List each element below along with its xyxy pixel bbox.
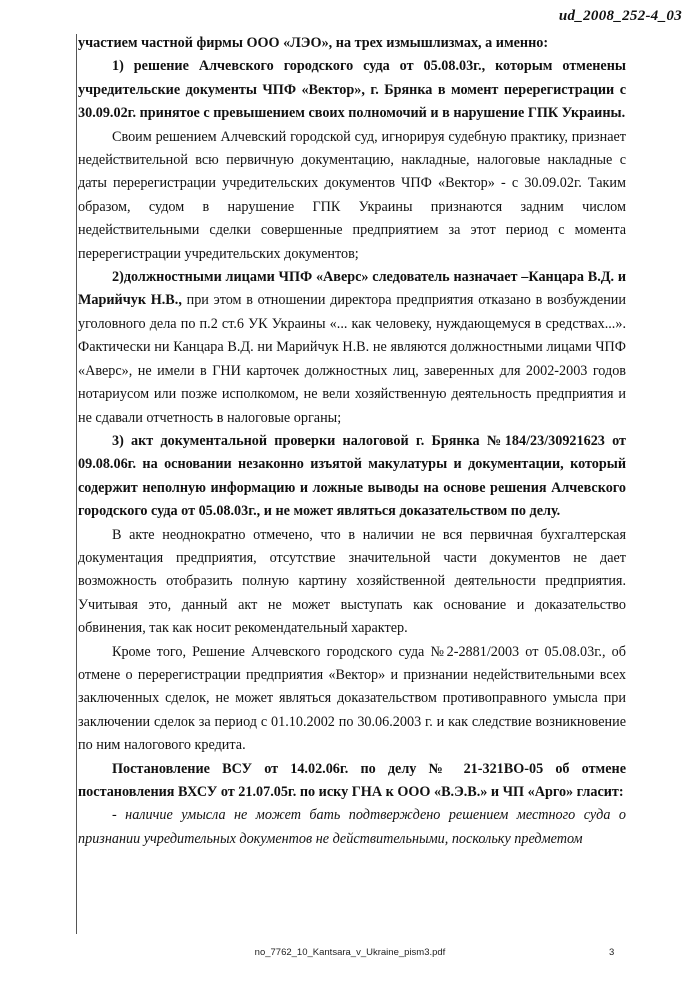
paragraph-act-notes: В акте неоднократно отмечено, что в наличии не вся первичная бухгалтерская документация предприятия, отсутствие значительной части документов не дает возможность отобразить полную картину хозяйственной деятельности предприятия. Учитывая это, данный акт не может выступать как основание и доказательство обвинения, так как носит рекомендательный характер. <box>78 526 626 637</box>
paragraph-point-1: 1) решение Алчевского городского суда от 05.08.03г., которым отменены учредительские документы ЧПФ «Вектор», г. Брянка в момент перерегистрации с 30.09.02г. принятое с превышением своих полномочий и в нарушение ГПК Украины. <box>78 58 626 122</box>
document-reference: ud_2008_252-4_03 <box>558 8 682 24</box>
footer-filename: no_7762_10_Kantsara_v_Ukraine_pism3.pdf <box>254 947 446 958</box>
paragraph-point-3: 3) акт документальной проверки налоговой г. Брянка №184/23/30921623 от 09.08.06г. на основании незаконно изъятой макулатуры и документации, который содержит неполную информацию и ложные выводы на основе решения Алчевского городского суда от 05.08.03г., и не может являться доказательством по делу. <box>78 432 626 520</box>
paragraph-resolution: Постановление ВСУ от 14.02.06г. по делу № 21-321ВО-05 об отмене постановления ВХСУ от 21.07.05г. по иску ГНА к ООО «В.Э.В.» и ЧП «Арго» гласит: <box>78 760 626 800</box>
page-number: 3 <box>609 947 615 958</box>
paragraph-point-2 <box>78 266 626 430</box>
margin-line <box>76 34 77 934</box>
paragraph-moreover: Кроме того, Решение Алчевского городского суда №2-2881/2003 от 05.08.03г., об отмене о перерегистрации предприятия «Вектор» и признании недействительными всех заключенных сделок, не может являться доказательством противоправного умысла при заключении сделок за период с 01.10.2002 по 30.06.2003 г. и как следствие возникновение по ним налогового кредита. <box>78 643 626 754</box>
paragraph-intro: участием частной фирмы ООО «ЛЭО», на трех измышлизмах, а именно: <box>78 35 549 51</box>
point-2-lead: 2)должностными лицами ЧПФ «Аверс» следователь назначает –Канцара В.Д. и Марийчук Н.В., <box>78 269 626 309</box>
paragraph-court-decision: Своим решением Алчевский городской суд, игнорируя судебную практику, признает недействительной всю первичную документацию, накладные, налоговые накладные с даты перерегистрации учредительских документов ЧПФ «Вектор» - с 30.09.02г. Таким образом, судом в нарушение ГПК Украины признаются задним числом недействительными сделки совершенные предприятием за этот период с момента перерегистрации учредительских документов; <box>78 128 626 262</box>
document-body <box>78 32 626 851</box>
point-2-rest: при этом в отношении директора предприятия отказано в возбуждении уголовного дела по п.2 ст.6 УК Украины «... как человеку, нуждающемуся в средствах...». Фактически ни Канцара В.Д. ни Марийчук Н.В. не являются должностными лицами ЧПФ «Аверс», не имели в ГНИ карточек должностных лиц, заверенных для 2002-2003 годов нотариусом или позже исполкомом, не вели хозяйственную деятельность предприятия и не сдавали отчетность в налоговые органы; <box>78 292 626 426</box>
paragraph-quote: - наличие умысла не может бать подтверждено решением местного суда о признании учредительных документов не действительными, поскольку предметом <box>78 807 626 847</box>
